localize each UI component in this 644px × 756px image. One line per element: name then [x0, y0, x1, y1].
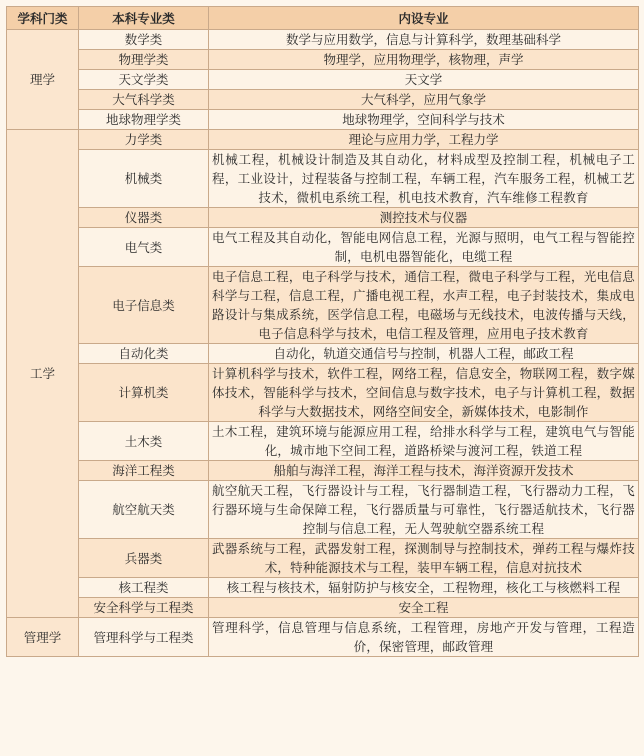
majors-cell: 机械工程，机械设计制造及其自动化，材料成型及控制工程，机械电子工程，工业设计，过程装备与控制工程，车辆工程，汽车服务工程，机械工艺技术，微机电系统工程，机电技术教育，汽车维修工程教育 [209, 150, 639, 208]
category-cell: 大气科学类 [79, 90, 209, 110]
majors-cell: 测控技术与仪器 [209, 208, 639, 228]
table-row [7, 110, 639, 130]
table-row [7, 70, 639, 90]
table-row [7, 344, 639, 364]
majors-cell: 土木工程，建筑环境与能源应用工程，给排水科学与工程，建筑电气与智能化，城市地下空间工程，道路桥梁与渡河工程，铁道工程 [209, 422, 639, 461]
table-row [7, 267, 639, 344]
majors-cell: 物理学，应用物理学，核物理，声学 [209, 50, 639, 70]
table-row [7, 130, 639, 150]
majors-cell: 电子信息工程，电子科学与技术，通信工程，微电子科学与工程，光电信息科学与工程，信息工程，广播电视工程，水声工程，电子封装技术，集成电路设计与集成系统，医学信息工程，电磁场与无线技术，电波传播与天线，电子信息科学与技术，电信工程及管理，应用电子技术教育 [209, 267, 639, 344]
majors-cell: 安全工程 [209, 598, 639, 618]
category-cell: 安全科学与工程类 [79, 598, 209, 618]
table-row [7, 422, 639, 461]
majors-cell: 地球物理学，空间科学与技术 [209, 110, 639, 130]
majors-cell: 管理科学，信息管理与信息系统，工程管理，房地产开发与管理，工程造价，保密管理，邮政管理 [209, 618, 639, 657]
majors-cell: 船舶与海洋工程，海洋工程与技术，海洋资源开发技术 [209, 461, 639, 481]
category-cell: 航空航天类 [79, 481, 209, 539]
category-cell: 兵器类 [79, 539, 209, 578]
category-cell: 地球物理学类 [79, 110, 209, 130]
table-row [7, 50, 639, 70]
category-cell: 海洋工程类 [79, 461, 209, 481]
table-row [7, 150, 639, 208]
table-header-row [7, 7, 639, 30]
category-cell: 自动化类 [79, 344, 209, 364]
table-body [7, 30, 639, 657]
majors-cell: 计算机科学与技术，软件工程，网络工程，信息安全，物联网工程，数字媒体技术，智能科学与技术，空间信息与数字技术，电子与计算机工程，数据科学与大数据技术，网络空间安全，新媒体技术，电影制作 [209, 364, 639, 422]
category-cell: 力学类 [79, 130, 209, 150]
majors-table-container [6, 6, 638, 657]
category-cell: 物理学类 [79, 50, 209, 70]
category-cell: 电气类 [79, 228, 209, 267]
table-row [7, 364, 639, 422]
discipline-cell: 理学 [7, 30, 79, 130]
category-cell: 管理科学与工程类 [79, 618, 209, 657]
header-discipline: 学科门类 [7, 7, 79, 30]
table-row [7, 481, 639, 539]
majors-cell: 核工程与核技术，辐射防护与核安全，工程物理，核化工与核燃料工程 [209, 578, 639, 598]
category-cell: 电子信息类 [79, 267, 209, 344]
majors-cell: 航空航天工程，飞行器设计与工程，飞行器制造工程，飞行器动力工程，飞行器环境与生命保障工程，飞行器质量与可靠性，飞行器适航技术，飞行器控制与信息工程，无人驾驶航空器系统工程 [209, 481, 639, 539]
table-row [7, 30, 639, 50]
table-row [7, 539, 639, 578]
category-cell: 核工程类 [79, 578, 209, 598]
majors-cell: 自动化，轨道交通信号与控制，机器人工程，邮政工程 [209, 344, 639, 364]
header-category: 本科专业类 [79, 7, 209, 30]
discipline-cell: 工学 [7, 130, 79, 618]
header-majors: 内设专业 [209, 7, 639, 30]
majors-table [6, 6, 639, 657]
majors-cell: 武器系统与工程，武器发射工程，探测制导与控制技术，弹药工程与爆炸技术，特种能源技术与工程，装甲车辆工程，信息对抗技术 [209, 539, 639, 578]
category-cell: 天文学类 [79, 70, 209, 90]
table-row [7, 578, 639, 598]
table-row [7, 90, 639, 110]
majors-cell: 理论与应用力学，工程力学 [209, 130, 639, 150]
category-cell: 数学类 [79, 30, 209, 50]
majors-cell: 大气科学，应用气象学 [209, 90, 639, 110]
table-row [7, 461, 639, 481]
table-row [7, 228, 639, 267]
majors-cell: 电气工程及其自动化，智能电网信息工程，光源与照明，电气工程与智能控制，电机电器智能化，电缆工程 [209, 228, 639, 267]
category-cell: 仪器类 [79, 208, 209, 228]
category-cell: 机械类 [79, 150, 209, 208]
majors-cell: 数学与应用数学，信息与计算科学，数理基础科学 [209, 30, 639, 50]
majors-cell: 天文学 [209, 70, 639, 90]
category-cell: 计算机类 [79, 364, 209, 422]
table-row [7, 208, 639, 228]
table-row [7, 618, 639, 657]
discipline-cell: 管理学 [7, 618, 79, 657]
table-row [7, 598, 639, 618]
category-cell: 土木类 [79, 422, 209, 461]
